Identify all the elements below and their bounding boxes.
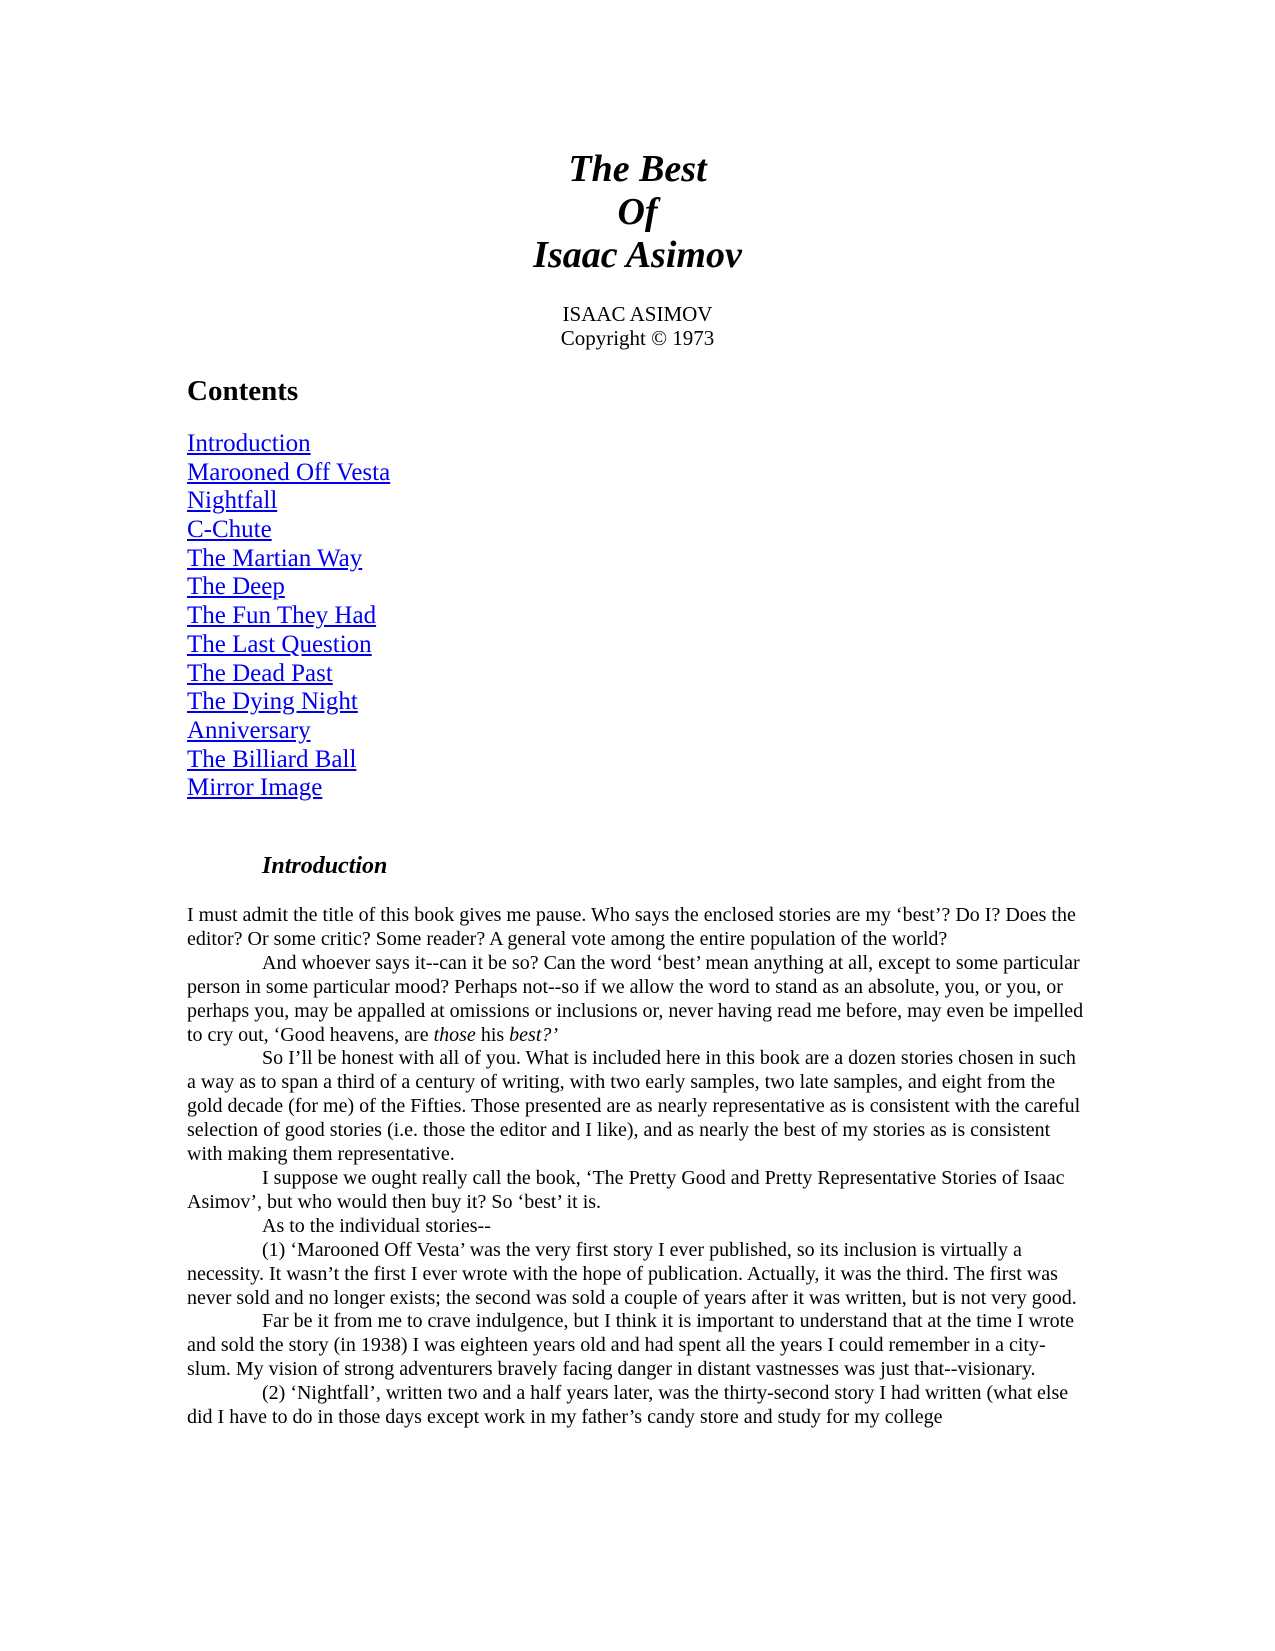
paragraph-2-start: And whoever says it--can it be so? Can the word ‘best’ mean anything at all, except to some particular person in some particular mood? Perhaps not--so if we allow the word to stand as an absolute, you, or you, or perhaps you, may be appalled at omissions or inclusions or, never having read me before, may even be impelled to cry out, ‘Good heavens, are <box>187 951 1084 1046</box>
emphasis-best: best?’ <box>509 1023 559 1046</box>
introduction-heading: Introduction <box>262 853 388 879</box>
copyright-notice: Copyright © 1973 <box>560 326 715 350</box>
toc-item <box>187 573 390 602</box>
toc-link-anniversary[interactable]: Anniversary <box>187 716 311 744</box>
toc-item <box>187 688 390 717</box>
toc-item <box>187 746 390 775</box>
toc-item <box>187 717 390 746</box>
title-line-3: Isaac Asimov <box>533 234 742 276</box>
toc-link-the-deep[interactable]: The Deep <box>187 573 285 601</box>
paragraph-1: I must admit the title of this book gives me pause. Who says the enclosed stories are my ‘best’? Do I? Does the editor? Or some critic? Some reader? A general vote among the entire population of the world? <box>187 904 1076 950</box>
toc-link-the-billiard-ball[interactable]: The Billiard Ball <box>187 745 357 773</box>
paragraph-2-mid: his <box>475 1023 510 1046</box>
contents-heading: Contents <box>187 375 299 407</box>
toc-item <box>187 459 390 488</box>
toc-link-the-fun-they-had[interactable]: The Fun They Had <box>187 602 377 630</box>
toc-link-marooned-off-vesta[interactable]: Marooned Off Vesta <box>187 458 391 486</box>
toc-link-introduction[interactable]: Introduction <box>187 430 311 457</box>
author-name: ISAAC ASIMOV <box>562 302 713 326</box>
toc-link-mirror-image[interactable]: Mirror Image <box>187 774 323 802</box>
table-of-contents <box>187 430 390 803</box>
paragraph-5: As to the individual stories-- <box>262 1214 491 1237</box>
toc-link-c-chute[interactable]: C-Chute <box>187 516 272 544</box>
title-line-2: Of <box>617 191 658 233</box>
toc-link-nightfall[interactable]: Nightfall <box>187 487 278 515</box>
emphasis-those: those <box>433 1023 476 1046</box>
toc-item <box>187 545 390 574</box>
introduction-body <box>187 904 1087 1430</box>
toc-item <box>187 631 390 660</box>
toc-link-the-last-question[interactable]: The Last Question <box>187 630 372 658</box>
paragraph-7: Far be it from me to crave indulgence, but I think it is important to understand that at the time I wrote and sold the story (in 1938) I was eighteen years old and had spent all the years I could remember in a city-slum. My vision of strong adventurers bravely facing danger in distant vastnesses was just that--visionary. <box>187 1310 1075 1381</box>
paragraph-6: (1) ‘Marooned Off Vesta’ was the very first story I ever published, so its inclusion is virtually a necessity. It wasn’t the first I ever wrote with the hope of publication. Actually, it was the third. The first was never sold and no longer exists; the second was sold a couple of years after it was written, but is not very good. <box>187 1238 1077 1309</box>
toc-item <box>187 774 390 803</box>
toc-link-the-martian-way[interactable]: The Martian Way <box>187 544 363 572</box>
toc-item <box>187 602 390 631</box>
title-line-1: The Best <box>568 148 707 190</box>
paragraph-3: So I’ll be honest with all of you. What is included here in this book are a dozen stories chosen in such a way as to span a third of a century of writing, with two early samples, two late samples, and eight from the gold decade (for me) of the Fifties. Those presented are as nearly representative as is consistent with the careful selection of good stories (i.e. those the editor and I like), and as nearly the best of my stories as is consistent with making them representative. <box>187 1047 1081 1166</box>
book-title <box>0 148 1275 277</box>
paragraph-2 <box>187 952 1087 1048</box>
toc-item <box>187 430 390 459</box>
toc-item <box>187 660 390 689</box>
toc-link-the-dying-night[interactable]: The Dying Night <box>187 688 358 716</box>
toc-link-the-dead-past[interactable]: The Dead Past <box>187 659 333 687</box>
paragraph-4: I suppose we ought really call the book, ‘The Pretty Good and Pretty Representative Stories of Isaac Asimov’, but who would then buy it? So ‘best’ it is. <box>187 1166 1065 1213</box>
toc-item <box>187 487 390 516</box>
toc-item <box>187 516 390 545</box>
paragraph-8: (2) ‘Nightfall’, written two and a half years later, was the thirty-second story I had written (what else did I have to do in those days except work in my father’s candy store and study for my college <box>187 1382 1069 1429</box>
author-info <box>0 302 1275 350</box>
